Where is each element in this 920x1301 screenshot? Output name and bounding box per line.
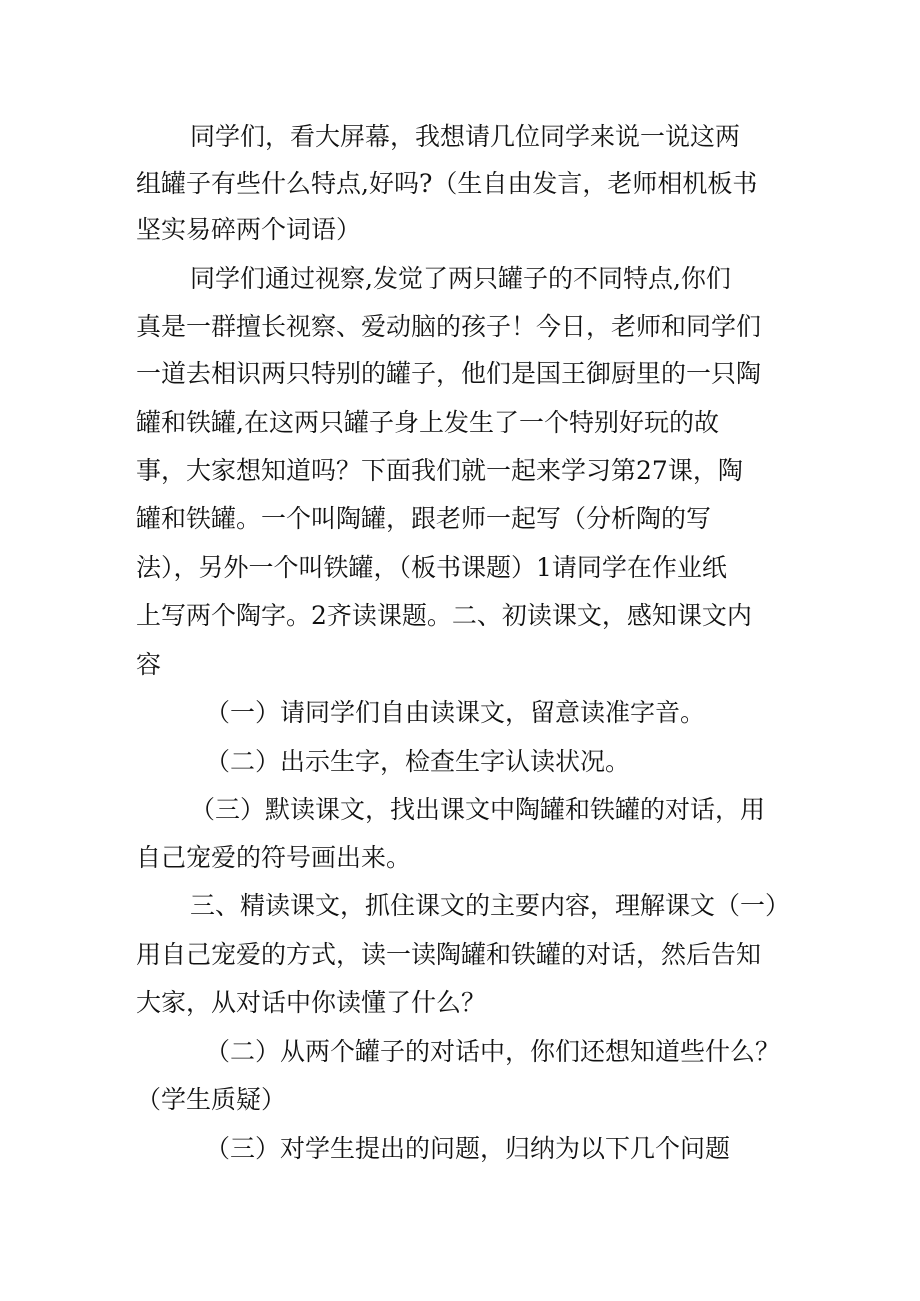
text-line: 坚实易碎两个词语） — [136, 215, 362, 244]
text-line: 大家，从对话中你读懂了什么？ — [136, 988, 487, 1017]
text-line: （学生质疑） — [136, 1085, 287, 1114]
text-line: 罐和铁罐,在这两只罐子身上发生了一个特别好玩的故 — [136, 408, 719, 437]
text-line: 真是一群擅长视察、爱动脑的孩子！今日，老师和同学们 — [136, 312, 762, 341]
text-line: 法），另外一个叫铁罐，（板书课题）1请同学在作业纸 — [136, 553, 727, 582]
text-line: （一）请同学们自由读课文，留意读准字音。 — [205, 698, 706, 727]
text-line: （二）从两个罐子的对话中，你们还想知道些什么？ — [205, 1037, 781, 1066]
text-line: 罐和铁罐。一个叫陶罐，跟老师一起写（分析陶的写 — [136, 504, 712, 533]
text-line: 上写两个陶字。2齐读课题。二、初读课文，感知课文内 — [136, 601, 752, 630]
text-line: 组罐子有些什么特点,好吗?（生自由发言，老师相机板书 — [136, 169, 758, 198]
text-line: 三、精读课文，抓住课文的主要内容，理解课文（一） — [190, 891, 791, 920]
text-line: 用自己宠爱的方式，读一读陶罐和铁罐的对话，然后告知 — [136, 940, 762, 969]
text-line: 容 — [136, 650, 162, 679]
text-line: 一道去相识两只特别的罐子，他们是国王御厨里的一只陶 — [136, 359, 762, 388]
text-line: 自己宠爱的符号画出来。 — [136, 843, 412, 872]
text-line: 同学们通过视察,发觉了两只罐子的不同特点,你们 — [190, 264, 731, 293]
text-line: 事，大家想知道吗？下面我们就一起来学习第27课，陶 — [136, 456, 743, 485]
text-line: （二）出示生字，检查生字认读状况。 — [205, 747, 631, 776]
text-line: （三）默读课文，找出课文中陶罐和铁罐的对话，用 — [190, 795, 766, 824]
text-line: （三）对学生提出的问题，归纳为以下几个问题 — [205, 1134, 731, 1163]
text-line: 同学们，看大屏幕，我想请几位同学来说一说这两 — [190, 122, 741, 151]
